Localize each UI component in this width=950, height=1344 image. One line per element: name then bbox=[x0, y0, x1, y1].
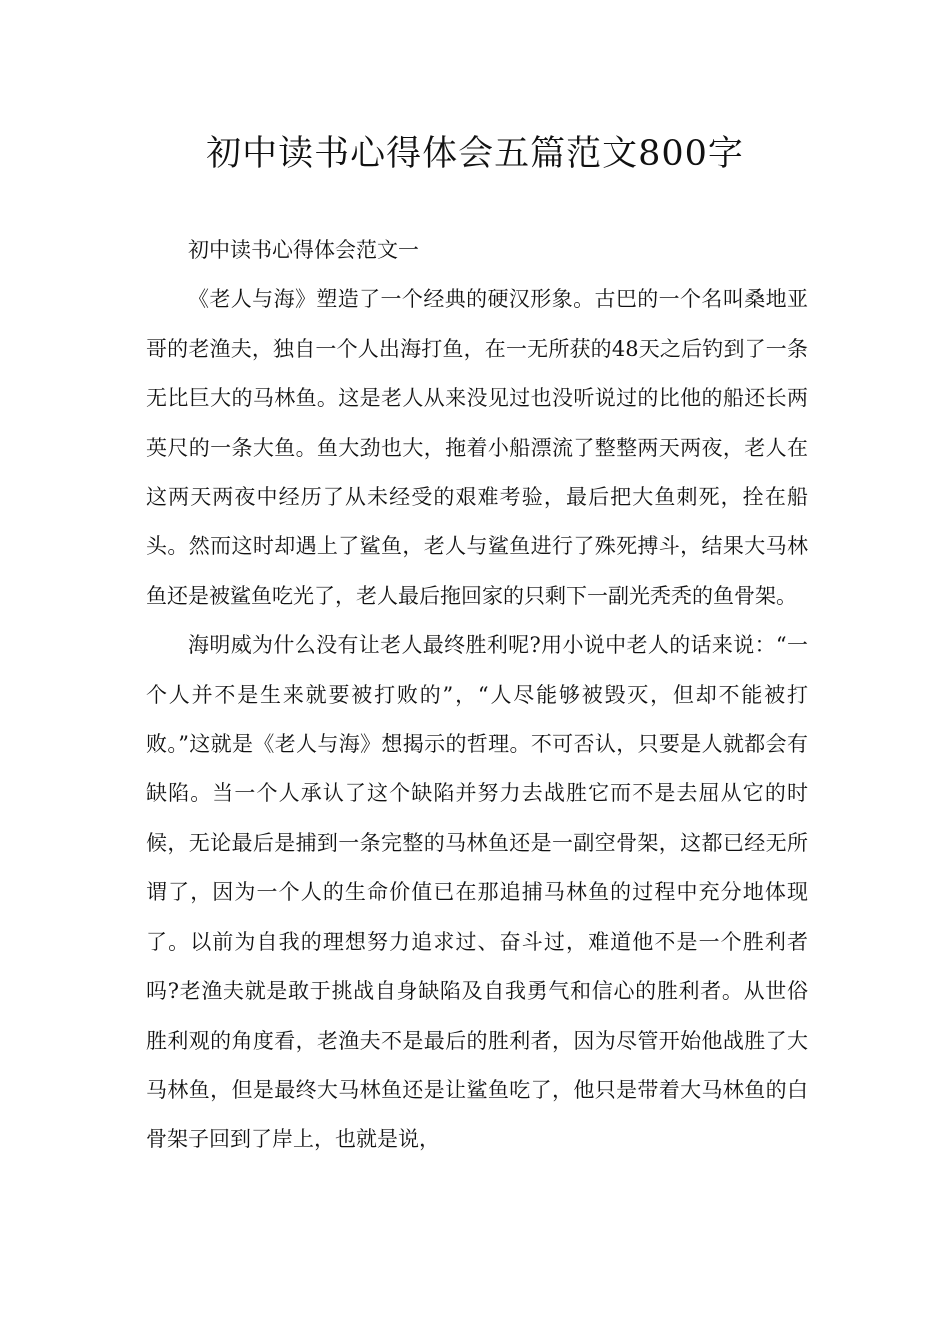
paragraph-1: 《老人与海》塑造了一个经典的硬汉形象。古巴的一个名叫桑地亚哥的老渔夫，独自一个人出海打鱼，在一无所获的48天之后钓到了一条无比巨大的马林鱼。这是老人从来没见过也没听说过的比他的船还长两英尺的一条大鱼。鱼大劲也大，拖着小船漂流了整整两天两夜，老人在这两天两夜中经历了从未经受的艰难考验，最后把大鱼刺死，拴在船头。然而这时却遇上了鲨鱼，老人与鲨鱼进行了殊死搏斗，结果大马林鱼还是被鲨鱼吃光了，老人最后拖回家的只剩下一副光秃秃的鱼骨架。 bbox=[146, 287, 808, 608]
document-body bbox=[146, 226, 808, 1165]
document-title: 初中读书心得体会五篇范文800字 bbox=[206, 134, 744, 174]
paragraph-2: 海明威为什么没有让老人最终胜利呢?用小说中老人的话来说：“一个人并不是生来就要被打败的”，“人尽能够被毁灭，但却不能被打败。”这就是《老人与海》想揭示的哲理。不可否认，只要是人就都会有缺陷。当一个人承认了这个缺陷并努力去战胜它而不是去屈从它的时候，无论最后是捕到一条完整的马林鱼还是一副空骨架，这都已经无所谓了，因为一个人的生命价值已在那追捕马林鱼的过程中充分地体现了。以前为自我的理想努力追求过、奋斗过，难道他不是一个胜利者吗?老渔夫就是敢于挑战自身缺陷及自我勇气和信心的胜利者。从世俗胜利观的角度看，老渔夫不是最后的胜利者，因为尽管开始他战胜了大马林鱼，但是最终大马林鱼还是让鲨鱼吃了，他只是带着大马林鱼的白骨架子回到了岸上，也就是说， bbox=[146, 633, 808, 1152]
section-heading: 初中读书心得体会范文一 bbox=[188, 238, 419, 262]
